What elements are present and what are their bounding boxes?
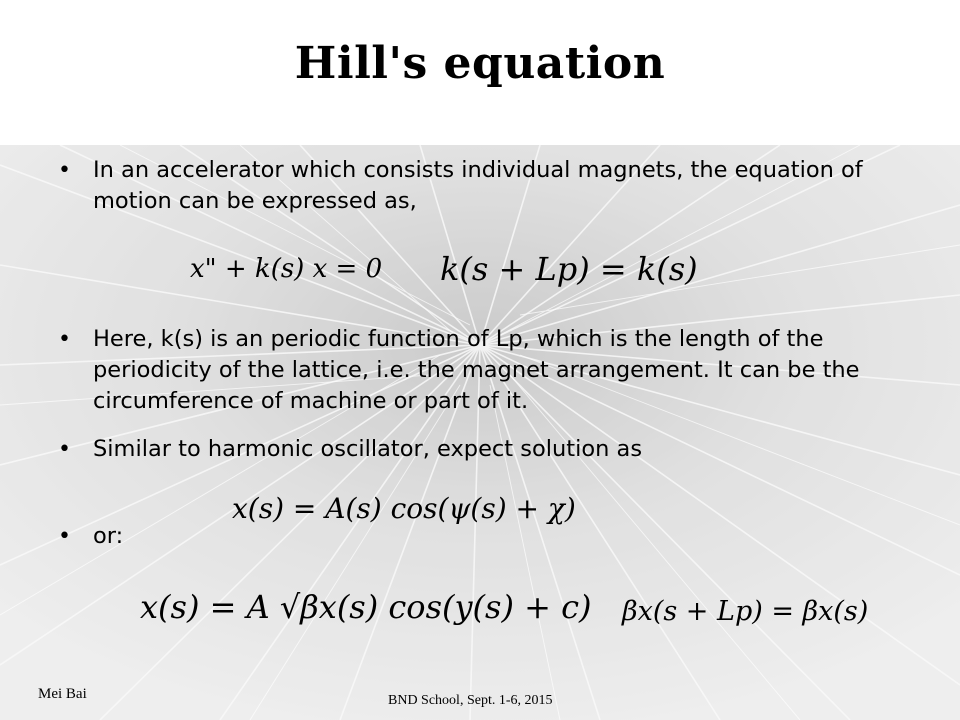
bullet-dot: • [58, 327, 71, 352]
bullet-text: or: [93, 523, 124, 549]
solution-equation [232, 492, 576, 525]
bullet-dot: • [58, 158, 71, 183]
equation-text: βx(s + Lp) = βx(s) [622, 596, 869, 627]
bullet-item [58, 324, 898, 417]
equation-text: k(s + Lp) = k(s) [440, 250, 698, 288]
bullet-item [58, 155, 878, 217]
bullet-dot: • [58, 524, 71, 549]
equation-text: x(s) = A(s) cos(ψ(s) + χ) [232, 492, 576, 525]
bubble-chamber-background-image [0, 145, 960, 720]
equation-text: x(s) = A √βx(s) cos(y(s) + c) [140, 588, 592, 626]
footer-author: Mei Bai [38, 686, 87, 702]
beta-periodicity-equation [622, 596, 868, 627]
slide-title: Hill's equation [294, 38, 666, 89]
bullet-item [58, 434, 878, 465]
footer-event: BND School, Sept. 1-6, 2015 [388, 693, 553, 708]
bullet-item [58, 521, 258, 552]
hill-equation [190, 254, 382, 284]
bullet-text: Similar to harmonic oscillator, expect solution as [93, 436, 643, 462]
beta-solution-equation [140, 588, 592, 626]
periodicity-equation [440, 250, 698, 288]
bullet-text: Here, k(s) is an periodic function of Lp, which is the length of the periodicity of the lattice, i.e. the magnet arrangement. It can be the circumference of machine or part of it. [93, 326, 860, 414]
bullet-dot: • [58, 437, 71, 462]
bullet-text: In an accelerator which consists individual magnets, the equation of motion can be expressed as, [93, 157, 863, 214]
equation-text: x" + k(s) x = 0 [190, 254, 383, 284]
